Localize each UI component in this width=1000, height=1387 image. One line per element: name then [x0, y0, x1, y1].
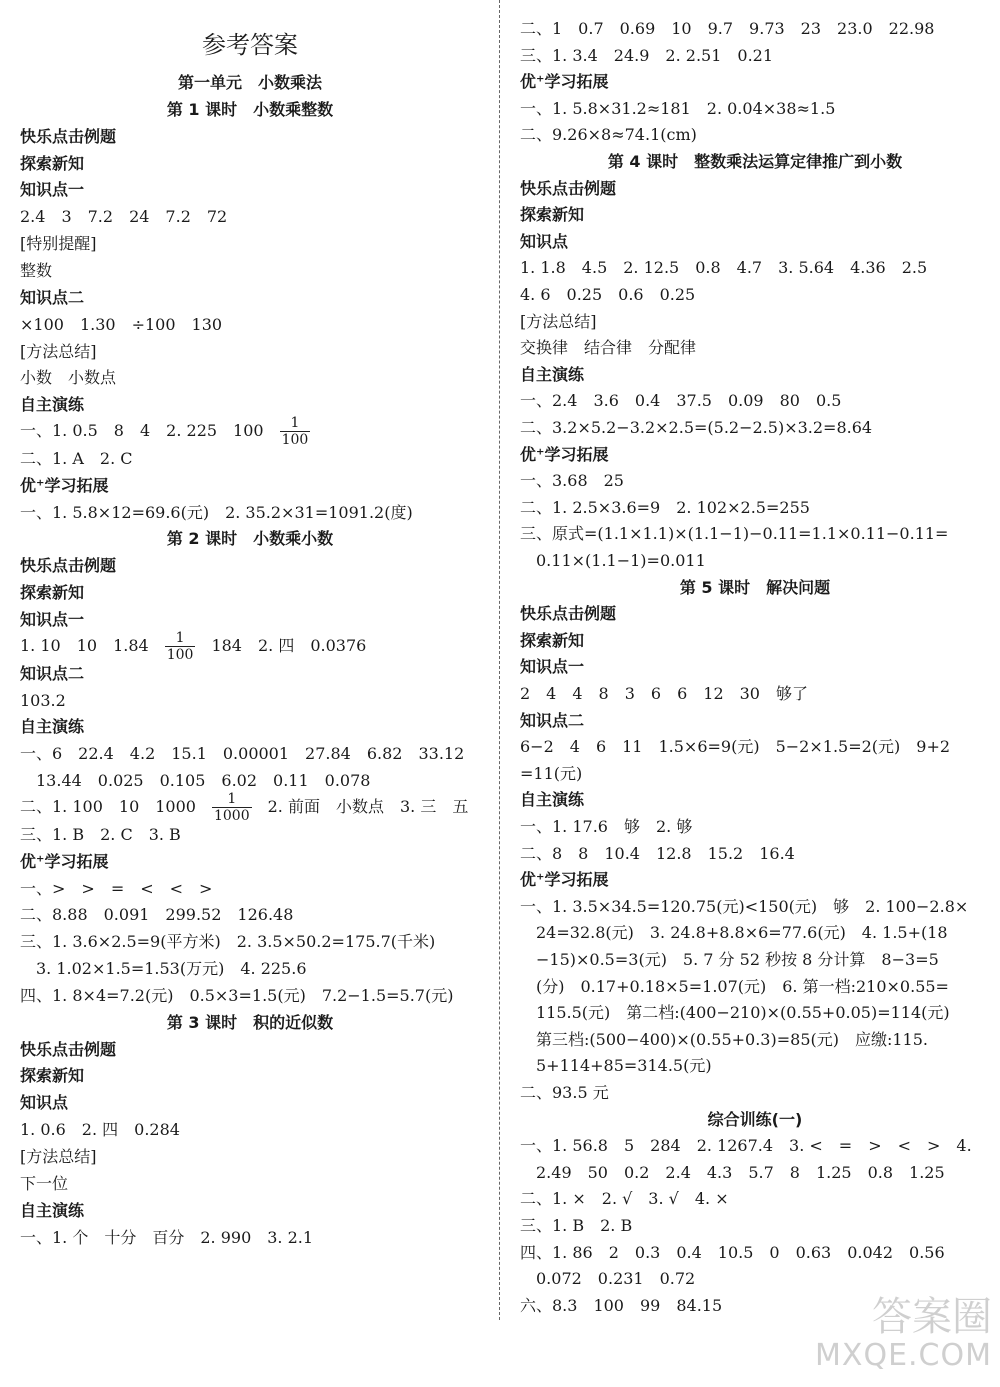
answer-text: 1. 10 10 1.84	[20, 635, 165, 655]
subsection-label: 自主演练	[20, 1200, 85, 1220]
answer-line: 6−2 4 6 11 1.5×6=9(元) 5−2×1.5=2(元) 9+2	[520, 737, 951, 757]
answer-text: 2. 前面 小数点 3. 三 五	[251, 796, 469, 816]
answer-line: 二、8.88 0.091 299.52 126.48	[20, 905, 294, 925]
answer-line: 2.49 50 0.2 2.4 4.3 5.7 8 1.25 0.8 1.25	[520, 1162, 945, 1182]
section-heading: 第 2 课时 小数乘小数	[166, 529, 334, 549]
answer-line: 5+114+85=314.5(元)	[520, 1056, 712, 1076]
answer-line: 4. 6 0.25 0.6 0.25	[520, 285, 696, 304]
subsection-label: 知识点	[20, 1093, 69, 1113]
subsection-label: 快乐点击例题	[20, 126, 117, 146]
subsection-label: 知识点一	[520, 657, 585, 677]
subsection-label: 自主演练	[20, 717, 85, 737]
subsection-label: 探索新知	[20, 583, 85, 603]
answer-line: [方法总结]	[20, 341, 97, 361]
fraction	[165, 630, 196, 663]
fraction-denominator: 100	[281, 432, 309, 449]
answer-line: 小数 小数点	[20, 368, 117, 388]
fraction-numerator: 1	[212, 791, 252, 808]
answer-line: 24=32.8(元) 3. 24.8+8.8×6=77.6(元) 4. 1.5+(18	[520, 923, 948, 943]
subsection-label: 优⁺学习拓展	[20, 475, 109, 495]
answer-line: 二、1. × 2. √ 3. √ 4. ×	[520, 1189, 729, 1209]
subsection-label: 优⁺学习拓展	[20, 851, 109, 871]
answer-line: 下一位	[20, 1173, 69, 1193]
subsection-label: 知识点一	[20, 180, 85, 200]
answer-line: 二、1. 2.5×3.6=9 2. 102×2.5=255	[520, 497, 810, 517]
answer-line: 3. 1.02×1.5=1.53(万元) 4. 225.6	[20, 959, 307, 979]
section-heading: 第一单元 小数乘法	[177, 73, 322, 92]
answer-line: 2 4 4 8 3 6 6 12 30 够了	[520, 684, 808, 703]
answer-line: (分) 0.17+0.18×5=1.07(元) 6. 第一档:210×0.55=	[520, 976, 949, 996]
watermark-logo: 答案圈	[872, 1294, 992, 1340]
answer-line: =11(元)	[520, 763, 583, 783]
subsection-label: 知识点	[520, 231, 569, 251]
answer-line: 三、1. 3.4 24.9 2. 2.51 0.21	[520, 45, 774, 65]
section-heading: 第 3 课时 积的近似数	[166, 1012, 334, 1032]
answer-line: 二、9.26×8≈74.1(cm)	[520, 125, 697, 145]
answer-line: 115.5(元) 第二档:(400−210)×(0.55+0.05)=114(元)	[520, 1003, 950, 1023]
subsection-label: 快乐点击例题	[20, 556, 117, 576]
subsection-label: 自主演练	[520, 364, 585, 384]
answer-line: 第三档:(500−400)×(0.55+0.3)=85(元) 应缴:115.	[520, 1029, 928, 1049]
subsection-label: 探索新知	[520, 630, 585, 650]
fraction-numerator: 1	[165, 630, 196, 647]
answer-line: [特别提醒]	[20, 234, 97, 254]
subsection-label: 知识点二	[520, 710, 585, 730]
subsection-label: 知识点二	[20, 663, 85, 683]
answer-line: [方法总结]	[520, 311, 597, 331]
subsection-label: 知识点一	[20, 610, 85, 629]
answer-line: 一、3.68 25	[520, 471, 624, 491]
answer-text: 一、1. 0.5 8 4 2. 225 100	[20, 421, 280, 441]
answer-line: 103.2	[20, 690, 66, 710]
answer-line: 0.072 0.231 0.72	[520, 1269, 696, 1289]
answer-line: 二、1 0.7 0.69 10 9.7 9.73 23 23.0 22.98	[520, 19, 935, 38]
answer-text: 二、1. 100 10 1000	[20, 796, 212, 816]
subsection-label: 自主演练	[520, 790, 585, 810]
answer-line: 二、1. A 2. C	[20, 448, 133, 468]
answer-line: 二、8 8 10.4 12.8 15.2 16.4	[520, 843, 795, 863]
answer-line: 1. 0.6 2. 四 0.284	[20, 1120, 180, 1140]
answer-line: 0.11×(1.1−1)=0.011	[520, 551, 706, 570]
page-title: 参考答案	[202, 31, 298, 59]
answer-line: 三、1. 3.6×2.5=9(平方米) 2. 3.5×50.2=175.7(千米)	[20, 932, 436, 952]
subsection-label: 探索新知	[520, 205, 585, 225]
answer-line: 二、93.5 元	[520, 1083, 609, 1102]
answer-line: 1. 1.8 4.5 2. 12.5 0.8 4.7 3. 5.64 4.36 2.5	[520, 258, 928, 278]
subsection-label: 优⁺学习拓展	[520, 444, 609, 464]
answer-line: 三、1. B 2. C 3. B	[20, 824, 181, 844]
answer-line-with-fraction	[20, 415, 310, 448]
column-divider	[499, 0, 500, 1320]
answer-line: 一、1. 3.5×34.5=120.75(元)<150(元) 够 2. 100−2.8×	[520, 896, 969, 916]
answer-line: 三、1. B 2. B	[520, 1216, 633, 1235]
answer-line: 整数	[20, 260, 53, 280]
answer-line: −15)×0.5=3(元) 5. 7 分 52 秒按 8 分计算 8−3=5	[520, 950, 939, 969]
answer-line-with-fraction	[20, 791, 468, 824]
answer-line: ×100 1.30 ÷100 130	[20, 314, 223, 334]
answer-line: 一、2.4 3.6 0.4 37.5 0.09 80 0.5	[520, 391, 842, 411]
answer-line: 一、1. 56.8 5 284 2. 1267.4 3. < = > < > 4.	[520, 1136, 972, 1156]
answer-line: 一、6 22.4 4.2 15.1 0.00001 27.84 6.82 33.12	[20, 744, 465, 764]
answer-line: 一、1. 个 十分 百分 2. 990 3. 2.1	[20, 1227, 314, 1247]
answer-line: 交换律 结合律 分配律	[520, 338, 697, 358]
answer-line: 13.44 0.025 0.105 6.02 0.11 0.078	[20, 771, 371, 791]
fraction-denominator: 100	[166, 646, 194, 663]
fraction-numerator: 1	[280, 415, 311, 432]
fraction	[280, 415, 311, 448]
subsection-label: 优⁺学习拓展	[520, 870, 609, 890]
subsection-label: 快乐点击例题	[520, 178, 617, 198]
section-heading: 第 1 课时 小数乘整数	[166, 99, 334, 119]
subsection-label: 快乐点击例题	[20, 1039, 117, 1059]
subsection-label: 探索新知	[20, 1066, 85, 1086]
answer-line: 二、3.2×5.2−3.2×2.5=(5.2−2.5)×3.2=8.64	[520, 418, 873, 437]
answer-line: [方法总结]	[20, 1147, 97, 1166]
answer-text: 184 2. 四 0.0376	[195, 635, 367, 655]
answer-line: 四、1. 8×4=7.2(元) 0.5×3=1.5(元) 7.2−1.5=5.7(元)	[20, 985, 454, 1005]
answer-line: 四、1. 86 2 0.3 0.4 10.5 0 0.63 0.042 0.56	[520, 1242, 945, 1262]
answer-line: 一、1. 17.6 够 2. 够	[520, 817, 693, 836]
subsection-label: 自主演练	[20, 395, 85, 415]
section-heading: 第 4 课时 整数乘法运算定律推广到小数	[607, 152, 903, 171]
subsection-label: 知识点二	[20, 287, 85, 307]
subsection-label: 探索新知	[20, 153, 85, 173]
watermark	[815, 1295, 992, 1373]
fraction	[212, 791, 252, 824]
fraction-denominator: 1000	[213, 807, 250, 824]
answer-line: 一、1. 5.8×12=69.6(元) 2. 35.2×31=1091.2(度)	[20, 502, 413, 522]
answer-line: 三、原式=(1.1×1.1)×(1.1−1)−0.11=1.1×0.11−0.11=	[520, 524, 949, 544]
subsection-label: 优⁺学习拓展	[520, 72, 609, 92]
answer-line: 2.4 3 7.2 24 7.2 72	[20, 207, 228, 227]
answer-line: 一、> > = < < >	[20, 878, 213, 898]
section-heading: 综合训练(一)	[707, 1109, 803, 1129]
answer-line: 六、8.3 100 99 84.15	[520, 1295, 723, 1315]
subsection-label: 快乐点击例题	[520, 604, 617, 624]
answer-line-with-fraction	[20, 630, 366, 663]
watermark-url: MXQE.COM	[815, 1338, 992, 1373]
section-heading: 第 5 课时 解决问题	[679, 577, 831, 597]
answer-line: 一、1. 5.8×31.2≈181 2. 0.04×38≈1.5	[520, 98, 836, 118]
